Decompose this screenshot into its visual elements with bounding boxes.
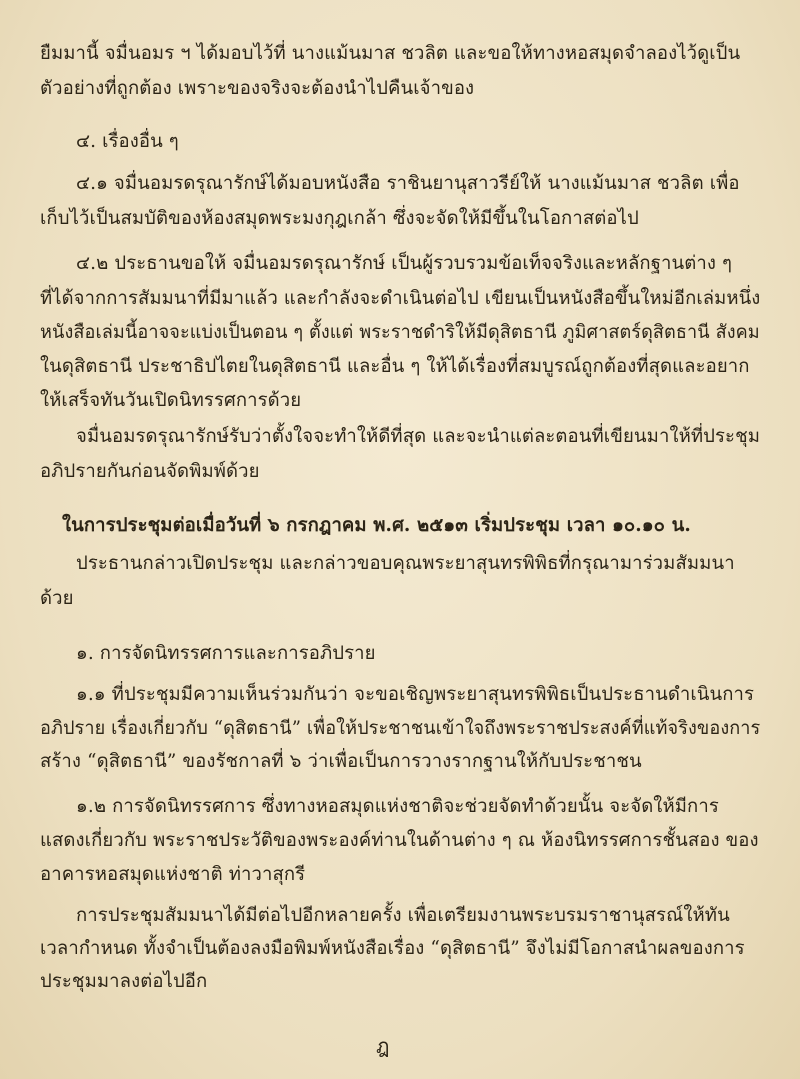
paragraph-line: เก็บไว้เป็นสมบัติของห้องสมุดพระมงกุฎเกล้า ซึ่งจะจัดให้มีขึ้นในโอกาสต่อไป [40, 208, 639, 229]
section-heading: ๔. เรื่องอื่น ๆ [76, 131, 179, 152]
paragraph-line: อาคารหอสมุดแห่งชาติ ท่าวาสุกรี [40, 864, 306, 885]
paragraph-line: ประชุมมาลงต่อไปอีก [40, 971, 208, 992]
paragraph-line: ๔.๑ จมื่นอมรดรุณารักษ์ได้มอบหนังสือ ราชินยานุสาวรีย์ให้ นางแม้นมาส ชวลิต เพื่อ [76, 173, 740, 194]
paragraph-line: ประธานกล่าวเปิดประชุม และกล่าวขอบคุณพระยาสุนทรพิพิธที่กรุณามาร่วมสัมมนา [76, 553, 735, 574]
meeting-heading: ในการประชุมต่อเมื่อวันที่ ๖ กรกฎาคม พ.ศ. ๒๕๑๓ เริ่มประชุม เวลา ๑๐.๑๐ น. [62, 515, 691, 536]
section-heading: ๑. การจัดนิทรรศการและการอภิปราย [76, 643, 376, 664]
paragraph-line: อภิปราย เรื่องเกี่ยวกับ “ดุสิตธานี” เพื่อให้ประชาชนเข้าใจถึงพระราชประสงค์ที่แท้จริงของการ [40, 718, 761, 739]
paragraph-line: ให้เสร็จทันวันเปิดนิทรรศการด้วย [40, 390, 302, 411]
paragraph-line: เวลากำหนด ทั้งจำเป็นต้องลงมือพิมพ์หนังสือเรื่อง “ดุสิตธานี” จึงไม่มีโอกาสนำผลของการ [40, 938, 745, 959]
paragraph-line: ที่ได้จากการสัมมนาที่มีมาแล้ว และกำลังจะดำเนินต่อไป เขียนเป็นหนังสือขึ้นใหม่อีกเล่มหนึ่ง [40, 288, 761, 309]
paragraph-line: ยืมมานี้ จมื่นอมร ฯ ได้มอบไว้ที่ นางแม้นมาส ชวลิต และขอให้ทางหอสมุดจำลองไว้ดูเป็น [40, 43, 741, 64]
paragraph-line: อภิปรายกันก่อนจัดพิมพ์ด้วย [40, 461, 260, 482]
paragraph-line: หนังสือเล่มนี้อาจจะแบ่งเป็นตอน ๆ ตั้งแต่ พระราชดำริให้มีดุสิตธานี ภูมิศาสตร์ดุสิตธานี สังคม [40, 322, 760, 343]
paragraph-line: ๑.๒ การจัดนิทรรศการ ซึ่งทางหอสมุดแห่งชาติจะช่วยจัดทำด้วยนั้น จะจัดให้มีการ [76, 796, 719, 817]
paragraph-line: แสดงเกี่ยวกับ พระราชประวัติของพระองค์ท่านในด้านต่าง ๆ ณ ห้องนิทรรศการชั้นสอง ของ [40, 830, 759, 851]
paragraph-line: ๑.๑ ที่ประชุมมีความเห็นร่วมกันว่า จะขอเชิญพระยาสุนทรพิพิธเป็นประธานดำเนินการ [76, 684, 755, 705]
paragraph-line: สร้าง “ดุสิตธานี” ของรัชกาลที่ ๖ ว่าเพื่อเป็นการวางรากฐานให้กับประชาชน [40, 751, 642, 772]
paragraph-line: ตัวอย่างที่ถูกต้อง เพราะของจริงจะต้องนำไปคืนเจ้าของ [40, 78, 475, 99]
page-number: ฎ [376, 1034, 390, 1058]
paragraph-line: ด้วย [40, 588, 74, 609]
paragraph-line: จมื่นอมรดรุณารักษ์รับว่าตั้งใจจะทำให้ดีที่สุด และจะนำแต่ละตอนที่เขียนมาให้ที่ประชุม [76, 426, 761, 447]
paragraph-line: ในดุสิตธานี ประชาธิปไตยในดุสิตธานี และอื่น ๆ ให้ได้เรื่องที่สมบูรณ์ถูกต้องที่สุดและอยาก [40, 356, 750, 377]
paragraph-line: การประชุมสัมมนาได้มีต่อไปอีกหลายครั้ง เพื่อเตรียมงานพระบรมราชานุสรณ์ให้ทัน [76, 905, 730, 926]
paragraph-line: ๔.๒ ประธานขอให้ จมื่นอมรดรุณารักษ์ เป็นผู้รวบรวมข้อเท็จจริงและหลักฐานต่าง ๆ [76, 253, 732, 274]
